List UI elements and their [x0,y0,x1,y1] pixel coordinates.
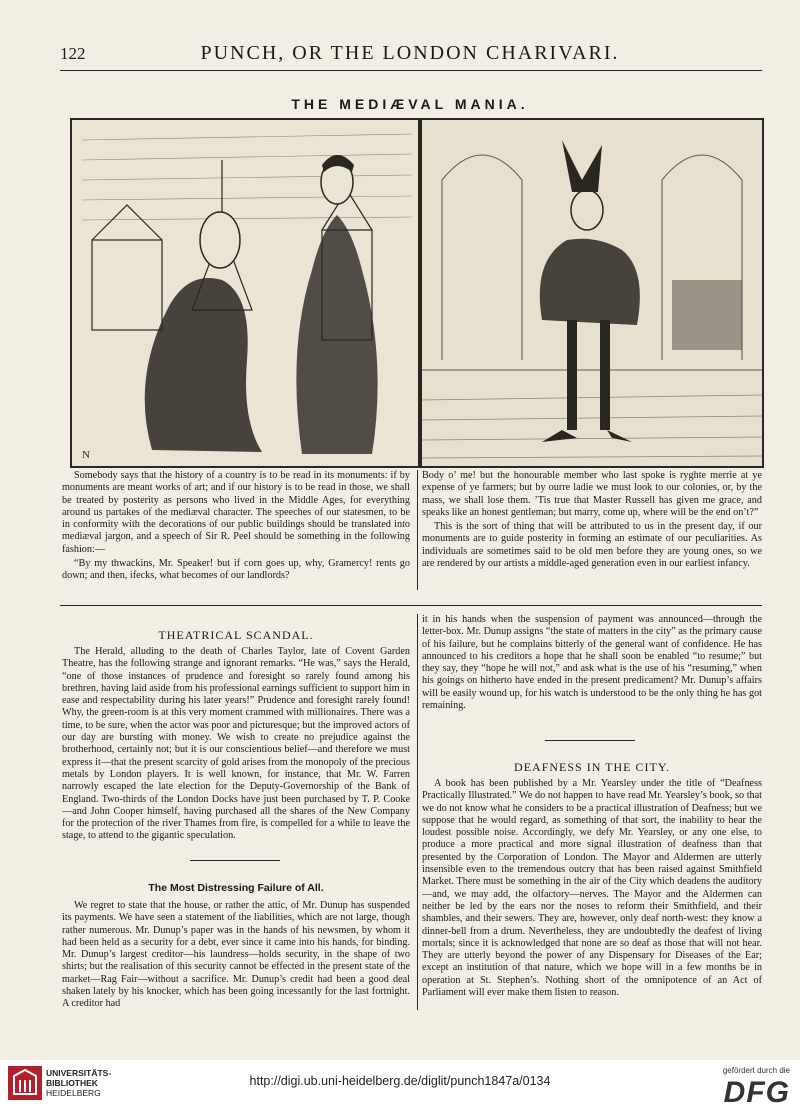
mania-paragraph: Body o’ me! but the honourable member who last spoke is ryghte merrie at ye expense of ye farmers; but by ourre ladie we must look to our colonies, or, by the mass, we shall lose them. ’Tis true that Master Russell has given me grace, and speaks like an honest gentleman; but marry, come up, where will be the end on’t?” [422,470,762,518]
digitization-footer [0,1060,800,1116]
running-title: PUNCH, OR THE LONDON CHARIVARI. [200,42,620,64]
failure-article-continued [422,614,762,714]
mania-text-left [62,470,410,585]
artist-monogram: N [82,449,90,461]
running-header [60,40,760,68]
deafness-article [422,778,762,1001]
article-divider [545,740,635,741]
theatrical-article [62,646,410,845]
theatrical-paragraph: The Herald, alluding to the death of Charles Taylor, late of Covent Garden Theatre, has the following strange and ignorant remarks. “He was,” says the Herald, “one of those instances of prudence and foresight so rarely found among his brethren, having laid aside from his professional earnings sufficient to support him in ease and respectability during his later years!” Prudence and foresight rarely found! Why, the green-room is at this very moment crammed with millionaires. There was a time, to be sure, when the actor was poor and picturesque; but the improved actors of our day are bursting with money. We wish to create no prejudice against the brotherhood, certainly not; but it is our conscientious belief—and therefore we must express it—that the present scarcity of gold arises from the monopoly of the precious metals by London players. It is well known, for instance, that Mr. W. Farren narrowly escaped the late election for the Deputy-Governorship of the Bank of England. Two-thirds of the London Docks have just been purchased by T. P. Cooke—and John Cooper himself, having purchased all the shares of the New Company for the protection of the river Thames from fire, is compelled for a while to leave the stage, to attend to the gigantic speculation. [62,646,410,842]
cartoon-left-panel [72,120,418,466]
permalink-url[interactable]: http://digi.ub.uni-heidelberg.de/diglit/punch1847a/0134 [249,1074,551,1088]
library-line: HEIDELBERG [46,1088,101,1098]
article-divider [190,860,280,861]
column-separator [417,470,418,590]
deafness-paragraph: A book has been published by a Mr. Yearsley under the title of “Deafness Practically Illustrated.” We do not happen to have read Mr. Yearsley’s book, so that we do not know what he considers to be a practical illustration of Deafness; but we suppose that he would regard, as something of that sort, the inability to hear the loudest possible noise. Accordingly, we defy Mr. Yearsley, or any one else, to produce a more practical and more signal illustration of deafness than that presented by the Corporation of London. The Mayor and Aldermen are utterly insensible even to the tremendous outcry that has been raised against Smithfield Market. There must be something in the air of the City which deadens the auditory—and, we may add, the olfactory—nerves. The Mayor and the Aldermen can neither be led by the ears nor the noses to reform their Smithfield, and their shambles, and their sewers. They are, however, only deaf north-west: they know a dinner-bell from a drum. Nevertheless, they are undoubtedly the deafest of living mortals; since it is acknowledged that none are so deaf as those that will not hear. They are utterly beyond the power of any Dispensary for Diseases of the Ear; except an institution of that nature, which we hope will in a few months be in operation at St. Stephen’s. Nothing short of the omnipotence of an Act of Parliament will ever make them listen to reason. [422,778,762,999]
failure-paragraph-continued: it in his hands when the suspension of payment was announced—through the letter-box. Mr. Dunup assigns “the state of matters in the city” as the primary cause of his failure, but he complains bitterly of the general want of confidence. He has announced to his creditors a hope that he shall soon be enabled “to resume;” but they say, they “hope he will not,” and ask what is the use of his “resuming,” when his goings on hitherto have ended in the present predicament? Mr. Dunup’s affairs will be easily wound up, for his watch is understood to be the only thing he has got remaining. [422,614,762,712]
header-rule [60,70,762,71]
funding-label: gefördert durch die [722,1066,790,1075]
mania-text-right [422,470,762,572]
column-separator [417,614,418,1010]
failure-heading: The Most Distressing Failure of All. [148,882,324,894]
cartoon-plate [70,118,764,468]
library-line: UNIVERSITÄTS- [46,1068,112,1078]
mania-paragraph: Somebody says that the history of a country is to be read in its monuments: if by monuments are meant works of art; and if our history is to be read in those, we shall be treated by posterity as persons who lived in the Middle Ages, for everything around us partakes of the mediæval character. The speeches of our statesmen, to be in conformity with the decorations of our public buildings should be translated into mediæval jargon, and a speech of Sir R. Peel should be something in the following fashion:— [62,470,410,555]
section-rule [60,605,762,606]
failure-paragraph: We regret to state that the house, or rather the attic, of Mr. Dunup has suspended its payments. We have seen a statement of the liabilities, which are not large, though rather numerous. Mr. Dunup’s paper was in the hands of his newsmen, by whom it had been held as a security for a debt, ever since it came into his hands, for binding. Mr. Dunup’s largest creditor—his laundress—holds security, in the shape of two shirts; but the realisation of this security cannot be effected in the present state of the market—Rag Fair—without a sacrifice. Mr. Dunup’s credit had been a good deal shaken lately by his knocker, which has been going incessantly for the last fortnight. A creditor had [62,900,410,1010]
cartoon-right-panel [422,120,762,466]
library-line: BIBLIOTHEK [46,1078,98,1088]
mania-paragraph: This is the sort of thing that will be attributed to us in the present day, if our monuments are to guide posterity in forming an estimate of our peculiarities. As individuals are sometimes said to be old men before they are young ones, so we are rendered by our artists a middle-aged generation even in our earliest infancy. [422,521,762,570]
illustration-title: THE MEDIÆVAL MANIA. [291,96,529,112]
deafness-heading: DEAFNESS IN THE CITY. [514,760,670,774]
page-number: 122 [60,44,86,63]
theatrical-heading: THEATRICAL SCANDAL. [158,628,314,642]
failure-article [62,900,410,1013]
dfg-logo: DFG [723,1076,790,1109]
mania-paragraph: “By my thwackins, Mr. Speaker! but if corn goes up, why, Gramercy! rents go down; and then, ifecks, what becomes of our landlords? [62,558,410,582]
